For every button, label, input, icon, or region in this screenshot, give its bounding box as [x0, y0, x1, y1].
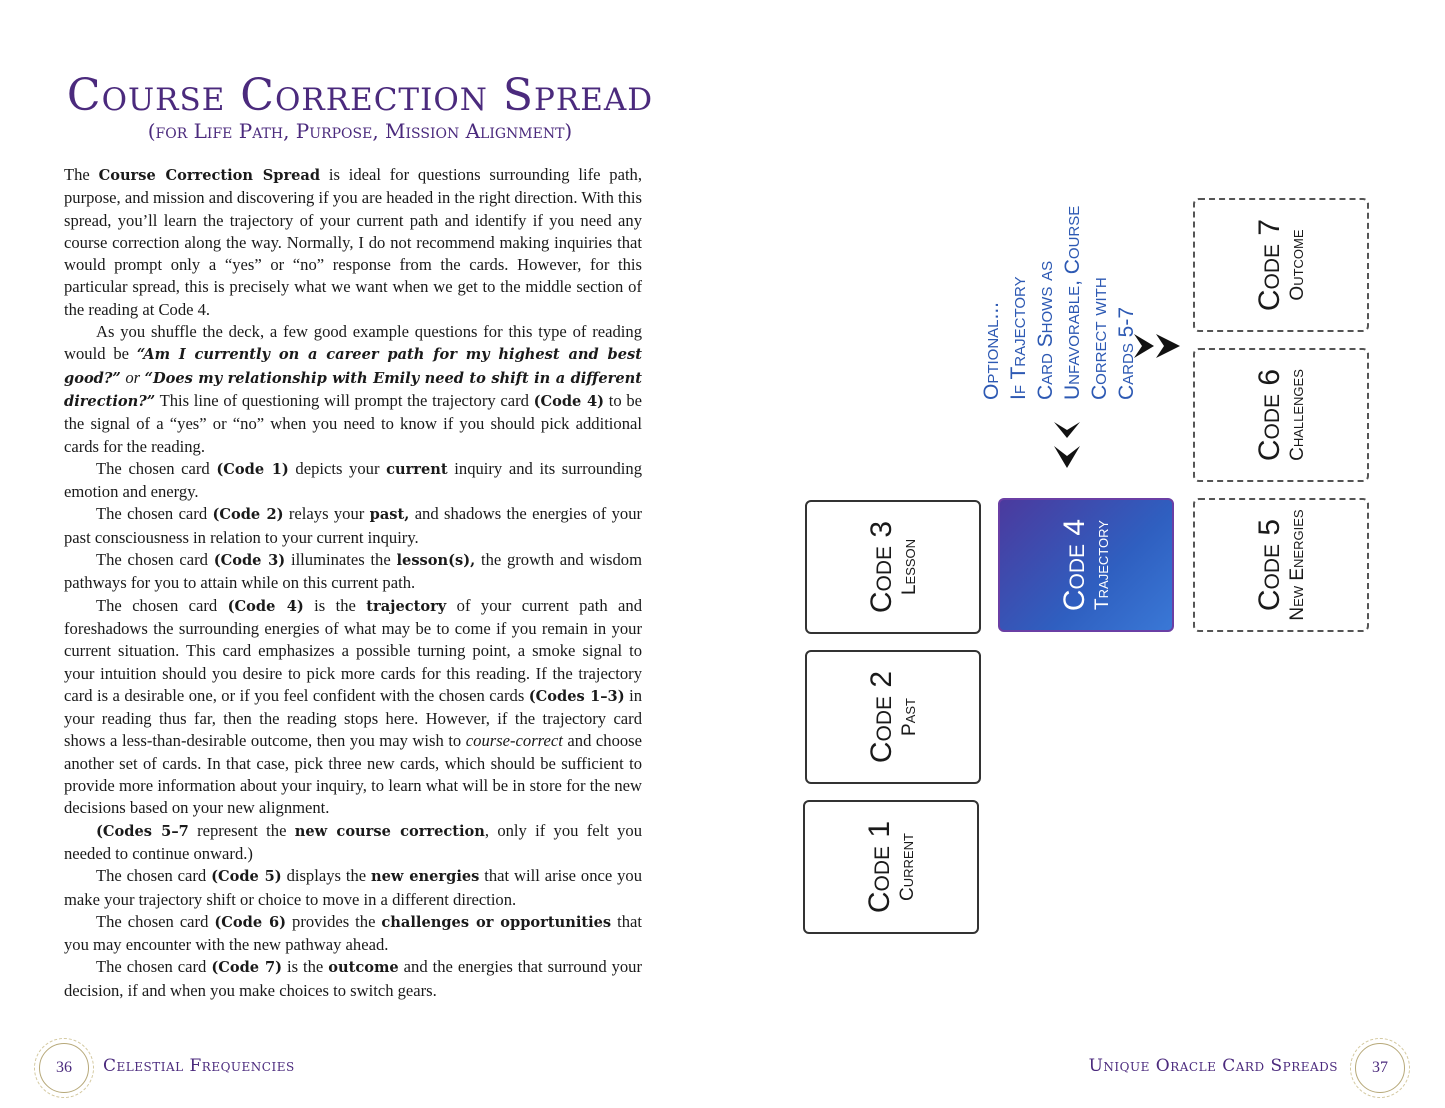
bold-run: (Code 2) — [212, 506, 284, 524]
text-run: depicts your — [288, 458, 387, 478]
card-code-4 — [998, 498, 1174, 632]
bold-run: Course Correction Spread — [98, 167, 321, 184]
card-name-label: Challenges — [1287, 369, 1308, 461]
bold-run: past, — [369, 506, 410, 524]
bold-run: (Code 5) — [211, 868, 282, 886]
note-line: If Trajectory — [1007, 276, 1030, 400]
bold-run: current — [386, 460, 448, 478]
note-line: Card Shows as — [1034, 260, 1057, 400]
paragraph-1 — [64, 164, 642, 321]
text-run: inquiry and its surrounding emotion and energy. — [64, 458, 642, 502]
paragraph-6 — [64, 595, 642, 820]
text-run: is ideal for questions surrounding life path, purpose, and mission and discovering if you are headed in the right direction. With this spread, you’ll learn the trajectory of your current path and identify if you need any course correction along the way. Normally, I do not recommend making inquiries that would prompt only a “yes” or “no” response from the cards. However, for this particular spread, this is precisely what we want when we get to the middle section of the reading at Code 4. — [64, 165, 642, 319]
running-title-right: Unique Oracle Card Spreads — [1088, 1056, 1338, 1076]
bold-run: (Code 4) — [533, 392, 605, 410]
bold-run: (Code 3) — [213, 552, 286, 570]
text-run: The — [64, 165, 99, 184]
text-run: The chosen card — [96, 550, 214, 570]
text-run: displays the — [281, 866, 371, 886]
chapter-subtitle: (for Life Path, Purpose, Mission Alignment) — [147, 119, 573, 143]
card-code-7 — [1193, 198, 1369, 332]
paragraph-9 — [64, 911, 642, 957]
paragraph-7 — [64, 820, 642, 866]
note-line: Optional... — [980, 301, 1003, 400]
example-question-2: “Does my relationship with Emily need to shift in a different direction?” — [64, 369, 642, 410]
text-run: This line of questioning will prompt the trajectory card — [155, 390, 534, 410]
paragraph-8 — [64, 865, 642, 911]
bold-run: (Codes 1–3) — [528, 687, 625, 705]
card-code-1 — [803, 800, 979, 934]
note-line: Unfavorable, Course — [1061, 205, 1084, 400]
card-code-label: Code 5 — [1253, 518, 1286, 612]
paragraph-4 — [64, 503, 642, 549]
optional-note-text — [978, 170, 1138, 400]
card-code-label: Code 7 — [1253, 218, 1286, 312]
paragraph-10 — [64, 956, 642, 1002]
text-run: illuminates the — [285, 550, 397, 570]
text-run: that will arise once you make your trajectory shift or choice to move in a different direction. — [64, 866, 642, 909]
card-code-label: Code 1 — [863, 820, 896, 914]
card-name-label: Current — [897, 833, 918, 901]
bold-run: challenges or opportunities — [381, 913, 612, 931]
card-code-label: Code 4 — [1058, 518, 1091, 612]
card-code-5 — [1193, 498, 1369, 632]
card-code-label: Code 3 — [865, 520, 898, 614]
card-name-label: New Energies — [1287, 509, 1308, 621]
card-name-label: Trajectory — [1092, 520, 1113, 610]
example-question-1: “Am I currently on a career path for my highest and best good?” — [64, 346, 642, 387]
bold-run: lesson(s), — [396, 552, 476, 570]
text-run: that you may encounter with the new pathway ahead. — [64, 911, 643, 955]
text-run: the growth and wisdom pathways for you to attain while on this current path. — [64, 550, 643, 593]
paragraph-3 — [64, 458, 642, 504]
card-code-label: Code 2 — [865, 670, 898, 764]
bold-run: (Code 1) — [216, 460, 289, 478]
body-text — [64, 164, 642, 1002]
page-number-left: 36 — [39, 1043, 89, 1093]
text-run: The chosen card — [96, 911, 215, 931]
running-title-left: Celestial Frequencies — [103, 1056, 295, 1076]
text-run: is the — [303, 595, 367, 615]
text-run: The chosen card — [96, 458, 217, 478]
text-run: and shadows the energies of your past consciousness in relation to your current inquiry. — [64, 504, 643, 547]
text-run: The chosen card — [96, 595, 228, 615]
paragraph-5 — [64, 549, 642, 595]
text-run: to be the signal of a “yes” or “no” when you need to know if you should pick additional cards for the reading. — [64, 390, 642, 456]
bold-run: trajectory — [366, 597, 447, 615]
card-code-6 — [1193, 348, 1369, 482]
text-run: or — [120, 367, 145, 387]
paragraph-2 — [64, 321, 642, 458]
card-name-label: Lesson — [899, 538, 920, 596]
arrow-down-icon — [1052, 420, 1082, 472]
bold-run: (Code 6) — [214, 913, 287, 931]
bold-run: (Code 4) — [227, 597, 304, 615]
card-code-2 — [805, 650, 981, 784]
arrow-right-icon — [1132, 332, 1184, 360]
bold-run: outcome — [328, 959, 399, 977]
text-run: and choose another set of cards. In that case, pick three new cards, which should be sufficient to provide more information about your inquiry, to learn what will be in store for the new decisions based on your new alignment. — [64, 731, 642, 818]
text-run: The chosen card — [96, 957, 212, 977]
text-run: is the — [282, 957, 329, 977]
page-number-right: 37 — [1355, 1043, 1405, 1093]
text-run: of your current path and foreshadows the surrounding energies of what may be to come if you remain in your current situation. This card emphasizes a possible turning point, a smoke signal to your intuition should you desire to pick more cards for this reading. If the trajectory card is a desirable one, or if you feel confident with the chosen cards — [64, 595, 643, 705]
bold-run: (Code 7) — [211, 959, 283, 977]
card-name-label: Past — [899, 698, 920, 736]
text-run: relays your — [283, 504, 370, 524]
card-code-3 — [805, 500, 981, 634]
bold-run: (Codes 5–7 — [96, 822, 189, 840]
note-line: Correct with — [1088, 277, 1111, 400]
text-run: , only if you felt you needed to continue onward.) — [64, 820, 642, 863]
italic-run: course-correct — [465, 731, 563, 751]
note-line: Cards 5-7 — [1115, 306, 1138, 400]
text-run: and the energies that surround your decision, if and when you make choices to switch gears. — [64, 957, 642, 1000]
text-run: represent the — [188, 820, 295, 840]
card-code-label: Code 6 — [1253, 368, 1286, 462]
bold-run: new energies — [370, 868, 480, 886]
text-run: As you shuffle the deck, a few good example questions for this type of reading would be — [64, 322, 642, 364]
chapter-title: Course Correction Spread — [66, 70, 654, 121]
text-run: in your reading thus far, then the reading stops here. However, if the trajectory card shows a less-than-desirable outcome, then you may wish to — [64, 685, 642, 751]
text-run: The chosen card — [96, 866, 212, 886]
text-run: The chosen card — [96, 504, 213, 524]
text-run: provides the — [286, 911, 382, 931]
card-name-label: Outcome — [1287, 229, 1308, 301]
bold-run: new course correction — [294, 822, 485, 840]
